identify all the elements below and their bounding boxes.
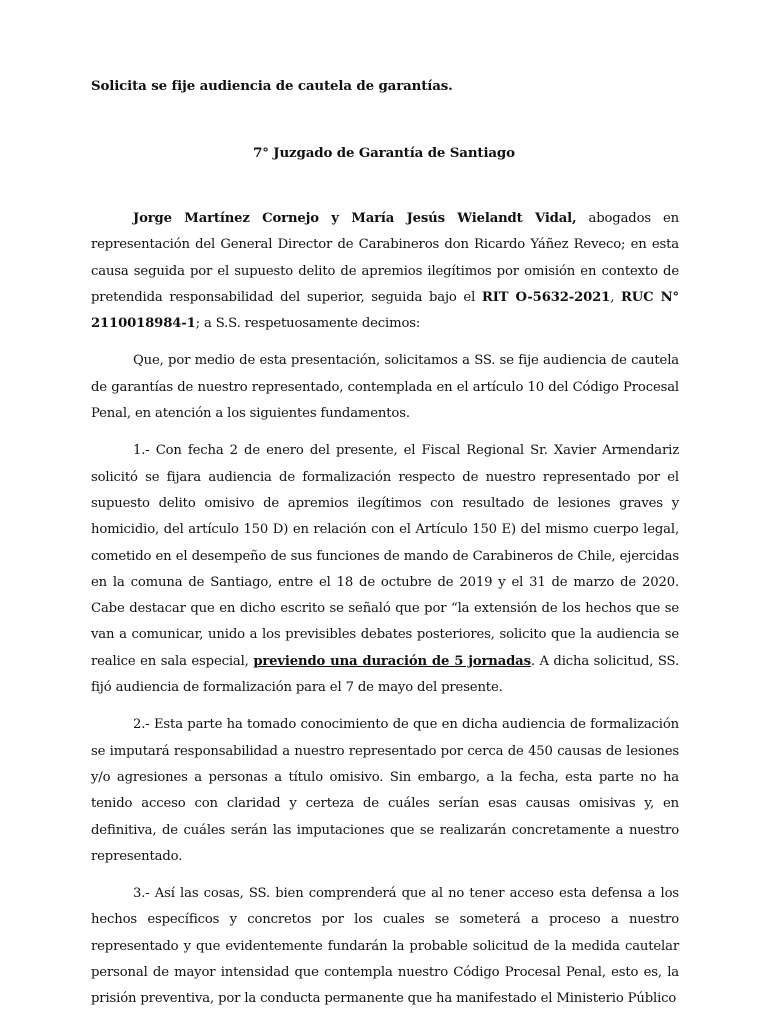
intro-paragraph xyxy=(91,206,679,337)
intro-text-2: , xyxy=(610,289,621,305)
attorney-names: Jorge Martínez Cornejo y María Jesús Wielandt Vidal, xyxy=(133,211,577,226)
rit-number: RIT O-5632-2021 xyxy=(481,289,611,305)
point-1-text-2: . A dicha solicitud, SS. fijó audiencia de formalización para el 7 de mayo del presente. xyxy=(91,653,679,696)
point-1-emphasis: previendo una duración de 5 jornadas xyxy=(253,653,531,669)
request-paragraph: Que, por medio de esta presentación, solicitamos a SS. se fije audiencia de cautela de garantías de nuestro representado, contemplada en el artículo 10 del Código Procesal Penal, en atención a los siguientes fundamentos. xyxy=(91,353,679,422)
document-body xyxy=(91,206,679,1013)
point-1-paragraph xyxy=(91,438,679,701)
intro-text-3: ; a S.S. respetuosamente decimos: xyxy=(195,316,421,332)
point-2-paragraph: 2.- Esta parte ha tomado conocimiento de que en dicha audiencia de formalización se imputará responsabilidad a nuestro representado por cerca de 450 causas de lesiones y/o agresiones a personas a título omisivo. Sin embargo, a la fecha, esta parte no ha tenido acceso con claridad y certeza de cuáles serían esas causas omisivas y, en definitiva, de cuáles serán las imputaciones que se realizarán concretamente a nuestro representado. xyxy=(91,717,679,864)
intro-text-1: abogados en representación del General Director de Carabineros don Ricardo Yáñez Reveco; en esta causa seguida por el supuesto delito de apremios ilegítimos por omisión en contexto de pretendida responsabilidad del superior, seguida bajo el xyxy=(91,211,679,305)
point-1-text-1: 1.- Con fecha 2 de enero del presente, el Fiscal Regional Sr. Xavier Armendariz solicitó se fijara audiencia de formalización respecto de nuestro representado por el supuesto delito omisivo de apremios ilegítimos con resultado de lesiones graves y homicidio, del artículo 150 D) en relación con el Artículo 150 E) del mismo cuerpo legal, cometido en el desempeño de sus funciones de mando de Carabineros de Chile, ejercidas en la comuna de Santiago, entre el 18 de octubre de 2019 y el 31 de marzo de 2020. Cabe destacar que en dicho escrito se señaló que por “la extensión de los hechos que se van a comunicar, unido a los previsibles debates posteriores, solicito que la audiencia se realice en sala especial, xyxy=(91,443,679,669)
point-3-paragraph: 3.- Así las cosas, SS. bien comprenderá que al no tener acceso esta defensa a los hechos específicos y concretos por los cuales se someterá a proceso a nuestro representado y que evidentemente fundarán la probable solicitud de la medida cautelar personal de mayor intensidad que contempla nuestro Código Procesal Penal, esto es, la prisión preventiva, por la conducta permanente que ha manifestado el Ministerio Público xyxy=(91,886,679,1007)
document-subject: Solicita se fije audiencia de cautela de garantías. xyxy=(91,78,453,94)
court-heading: 7° Juzgado de Garantía de Santiago xyxy=(253,145,515,161)
ruc-number: RUC N° 2110018984-1 xyxy=(91,289,679,332)
